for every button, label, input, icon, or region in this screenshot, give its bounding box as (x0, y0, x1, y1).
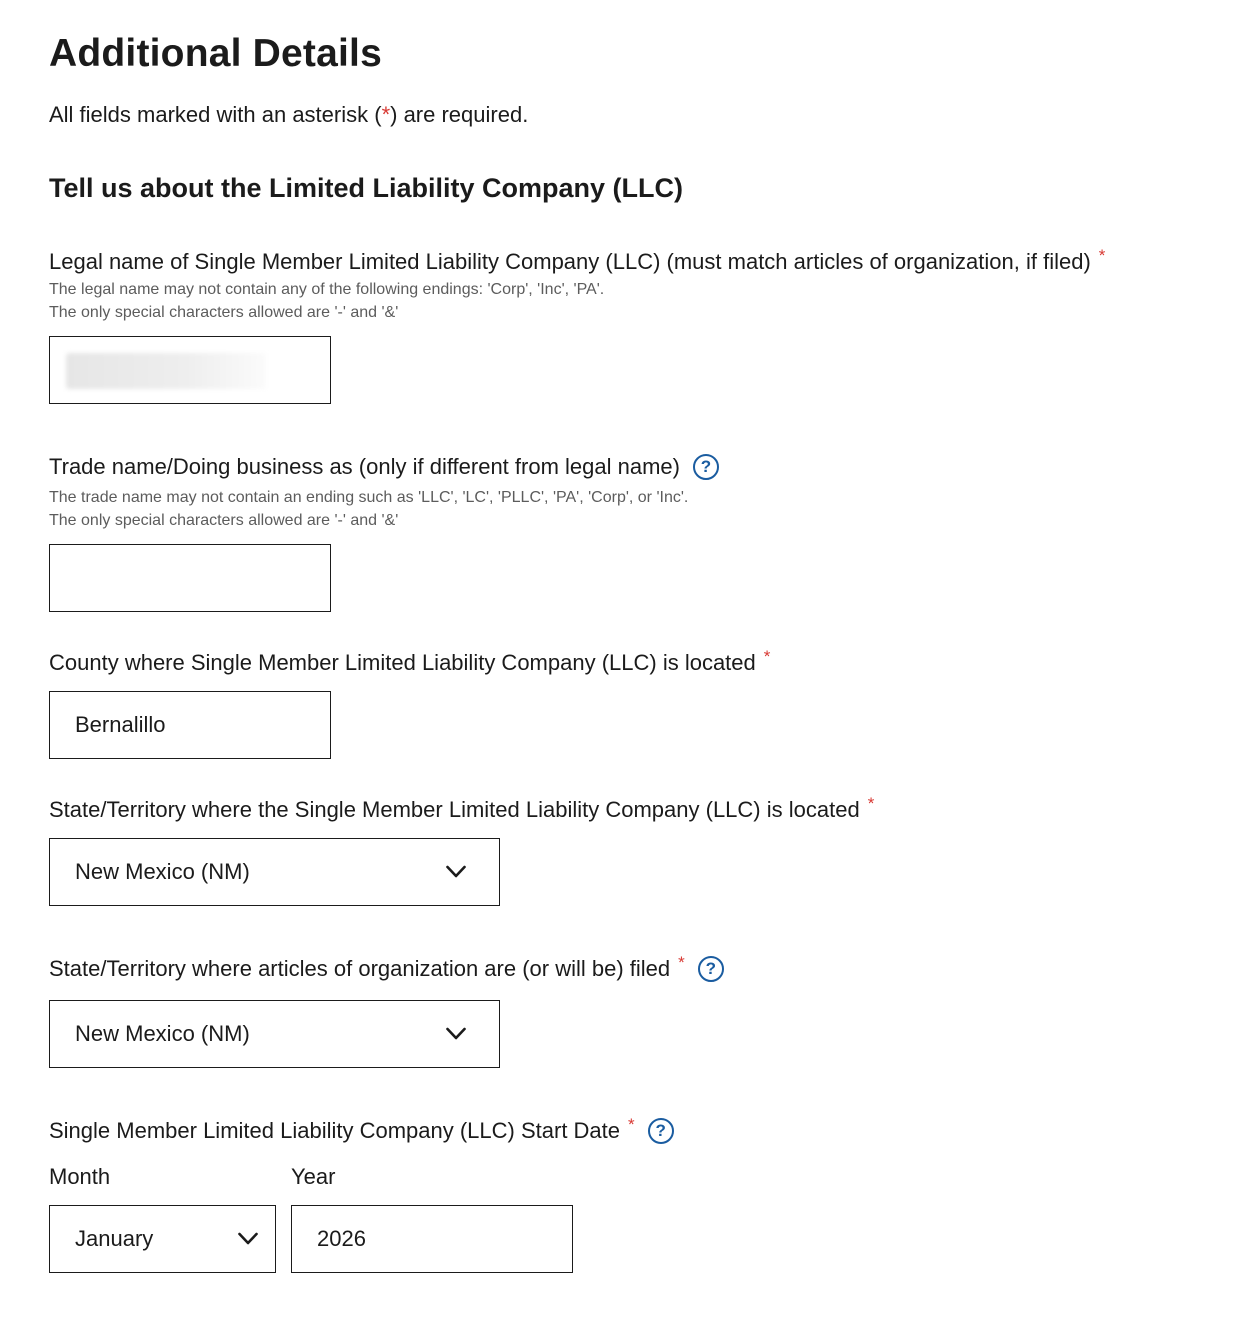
county-value: Bernalillo (75, 712, 166, 737)
legal-name-hint-1: The legal name may not contain any of the following endings: 'Corp', 'Inc', 'PA'. (49, 281, 605, 298)
state-located-select[interactable] (49, 838, 500, 906)
chevron-down-icon (446, 1027, 466, 1041)
month-select[interactable] (49, 1205, 276, 1273)
county-input[interactable] (49, 691, 331, 759)
legal-name-label (49, 248, 1105, 276)
intro-text-after: ) are required. (390, 102, 529, 127)
state-filed-label-text: State/Territory where articles of organization are (or will be) filed (49, 956, 671, 981)
trade-name-label (49, 453, 719, 481)
trade-name-label-text: Trade name/Doing business as (only if different from legal name) (49, 454, 680, 479)
redacted-value (66, 353, 266, 389)
required-star: * (1098, 246, 1106, 265)
year-value: 2026 (317, 1226, 366, 1251)
chevron-down-icon (446, 865, 466, 879)
asterisk-marker: * (381, 102, 391, 127)
legal-name-input[interactable] (49, 336, 331, 404)
required-star: * (763, 647, 771, 666)
trade-name-hint-2: The only special characters allowed are '-' and '&' (49, 512, 399, 529)
start-date-label (49, 1117, 674, 1145)
section-title: Tell us about the Limited Liability Company (LLC) (49, 173, 684, 203)
required-star: * (867, 794, 875, 813)
required-star: * (628, 1115, 635, 1134)
help-icon[interactable]: ? (693, 454, 719, 480)
state-filed-select[interactable] (49, 1000, 500, 1068)
month-selected: January (75, 1226, 154, 1251)
state-located-label-text: State/Territory where the Single Member Limited Liability Company (LLC) is located (49, 797, 860, 822)
state-located-label (49, 796, 874, 824)
trade-name-hint-1: The trade name may not contain an ending such as 'LLC', 'LC', 'PLLC', 'PA', 'Corp', or 'Inc'. (49, 489, 689, 506)
county-label (49, 649, 770, 677)
state-located-selected: New Mexico (NM) (75, 859, 250, 884)
trade-name-input[interactable] (49, 544, 331, 612)
month-label: Month (49, 1164, 111, 1189)
chevron-down-icon (238, 1232, 258, 1246)
help-icon[interactable]: ? (648, 1118, 674, 1144)
county-label-text: County where Single Member Limited Liability Company (LLC) is located (49, 650, 756, 675)
required-star: * (678, 953, 685, 972)
legal-name-hint-2: The only special characters allowed are '-' and '&' (49, 304, 399, 321)
state-filed-label (49, 955, 724, 983)
start-date-label-text: Single Member Limited Liability Company (LLC) Start Date (49, 1118, 621, 1143)
year-input[interactable] (291, 1205, 573, 1273)
legal-name-label-text: Legal name of Single Member Limited Liability Company (LLC) (must match articles of organization, if filed) (49, 249, 1091, 274)
year-label: Year (291, 1164, 336, 1189)
intro-text-before: All fields marked with an asterisk ( (49, 102, 382, 127)
page-title: Additional Details (49, 32, 382, 75)
help-icon[interactable]: ? (698, 956, 724, 982)
required-fields-note (49, 101, 528, 129)
state-filed-selected: New Mexico (NM) (75, 1021, 250, 1046)
